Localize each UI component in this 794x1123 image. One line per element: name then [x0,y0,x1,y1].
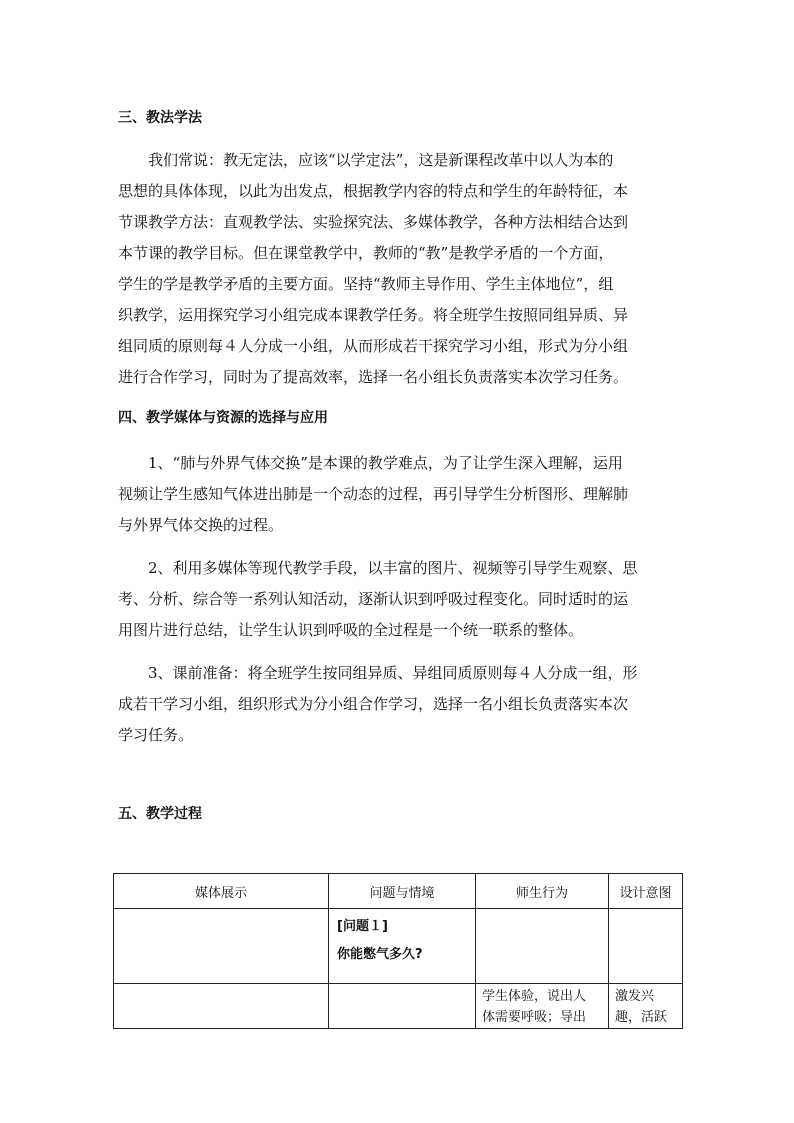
section4-heading: 四、教学媒体与资源的选择与应用 [118,410,328,426]
section3-line: 学生的学是教学矛盾的主要方面。坚持“教师主导作用、学生主体地位”，组 [118,275,614,293]
item3-line: 学习任务。 [118,726,194,744]
item3-line: 3、课前准备：将全班学生按同组异质、异组同质原则每４人分成一组，形 [148,664,638,682]
header-behavior: 师生行为 [476,874,609,909]
table-row [114,909,683,984]
teaching-process-table [113,873,683,1029]
section3-heading: 三、教法学法 [118,110,202,126]
section4-item2 [118,553,678,646]
question-label: [问题１] [337,919,388,934]
header-intent: 设计意图 [609,874,683,909]
header-media: 媒体展示 [114,874,329,909]
behavior-line: 体需要呼吸；导出 [482,1010,587,1025]
item1-line: 1、“肺与外界气体交换”是本课的教学难点，为了让学生深入理解，运用 [148,454,623,472]
intent-line: 激发兴 [615,989,655,1004]
intent-line: 趣，活跃 [615,1010,668,1025]
item2-line: 考、分析、综合等一系列认知活动，逐渐认识到呼吸过程变化。同时适时的运 [118,590,629,608]
cell-question [329,909,476,984]
header-question: 问题与情境 [329,874,476,909]
table-header-row [114,874,683,909]
section3-line: 进行合作学习，同时为了提高效率，选择一名小组长负责落实本次学习任务。 [118,368,629,386]
item1-line: 视频让学生感知气体进出肺是一个动态的过程，再引导学生分析图形、理解肺 [118,485,629,503]
cell-question [329,984,476,1029]
section4-item3 [118,658,678,751]
cell-media [114,909,329,984]
section5-heading: 五、教学过程 [118,806,202,822]
section3-line: 我们常说：教无定法，应该“以学定法”，这是新课程改革中以人为本的 [148,151,614,169]
behavior-line: 学生体验，说出人 [482,989,587,1004]
cell-behavior [476,909,609,984]
cell-behavior [476,984,609,1029]
item2-line: 用图片进行总结，让学生认识到呼吸的全过程是一个统一联系的整体。 [118,621,584,639]
section3-paragraph [118,145,678,393]
item2-line: 2、利用多媒体等现代教学手段，以丰富的图片、视频等引导学生观察、思 [148,559,638,577]
item1-line: 与外界气体交换的过程。 [118,516,284,534]
table-row [114,984,683,1029]
question-text: 你能憋气多久? [337,947,423,962]
section3-line: 节课教学方法：直观教学法、实验探究法、多媒体教学，各种方法相结合达到 [118,213,629,231]
cell-media [114,984,329,1029]
section3-line: 本节课的教学目标。但在课堂教学中，教师的“教”是教学矛盾的一个方面， [118,244,614,262]
section4-item1 [118,448,678,541]
section3-line: 织教学，运用探究学习小组完成本课教学任务。将全班学生按照同组异质、异 [118,306,629,324]
section3-line: 思想的具体体现，以此为出发点，根据教学内容的特点和学生的年龄特征，本 [118,182,629,200]
section3-line: 组同质的原则每４人分成一小组，从而形成若干探究学习小组，形式为分小组 [118,337,629,355]
item3-line: 成若干学习小组，组织形式为分小组合作学习，选择一名小组长负责落实本次 [118,695,629,713]
cell-intent [609,984,683,1029]
cell-intent [609,909,683,984]
